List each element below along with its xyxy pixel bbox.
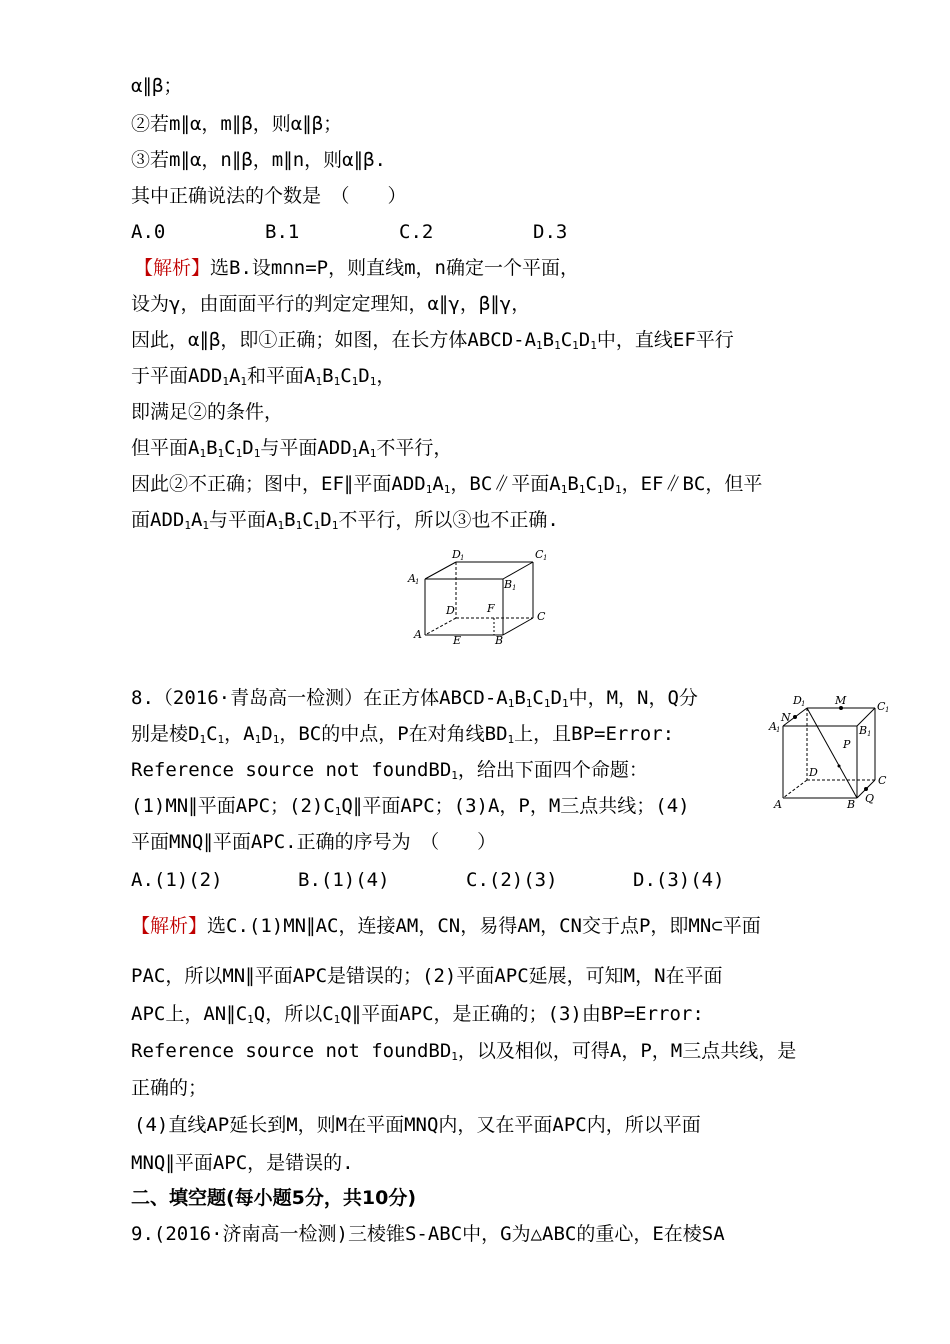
label-p: P [843, 738, 851, 751]
solution-text: 选B.设m∩n=P，则直线m，n确定一个平面， [210, 257, 579, 279]
q8-solution-line-4: Reference source not foundBD$_1$，以及相似，可得A，P，M三点共线，是 [131, 1040, 797, 1063]
svg-text:1: 1 [512, 584, 517, 592]
q7-continuation: α∥β； [131, 75, 183, 97]
label-a: A [414, 628, 422, 641]
q8-option-b: B.(1)(4) [298, 869, 390, 891]
label-f: F [487, 602, 495, 615]
q7-option-c: C.2 [399, 221, 434, 243]
q8-solution-line-6: (4)直线AP延长到M，则M在平面MNQ内，又在平面APC内，所以平面 [134, 1114, 701, 1136]
cube-figure [765, 690, 895, 816]
q7-option-d: D.3 [533, 221, 568, 243]
section-title: 二、填空题(每小题5分，共10分) [131, 1187, 417, 1209]
svg-text:1: 1 [415, 578, 420, 586]
label-b: B [495, 634, 504, 647]
q8-option-d: D.(3)(4) [633, 869, 725, 891]
q7-item-2: ②若m∥α，m∥β，则α∥β； [131, 113, 343, 135]
label-q: Q [865, 792, 875, 805]
label-c: C [878, 774, 887, 787]
solution-tag: 【解析】 [134, 257, 211, 279]
solution-tag: 【解析】 [131, 915, 208, 937]
svg-text:1: 1 [460, 554, 465, 562]
label-c: C [537, 610, 546, 623]
label-c1: C [535, 548, 544, 561]
solution-text: 选C.(1)MN∥AC，连接AM，CN，易得AM，CN交于点P，即MN⊂平面 [207, 915, 761, 937]
q7-solution-line-1 [134, 256, 579, 280]
label-n: N [781, 711, 791, 724]
q7-solution-line-8: 面$ADD_1A_1$与平面$A_1B_1C_1D_1$不平行，所以③也不正确. [131, 509, 559, 532]
q8-line-4: (1)MN∥平面APC；$(2)C_1Q\parallel$平面APC；(3)A，P，M三点共线；(4) [131, 795, 690, 818]
q8-line-2: 别是棱$D_1C_1$，$A_1D_1$，BC的中点，P在对角线$BD_1$上，且BP=Error: [131, 723, 675, 746]
q7-solution-line-7: 因此②不正确；图中，EF∥平面$ADD_1A_1$，BC∥平面$A_1B_1C_1D_1$，EF∥BC，但平 [131, 473, 763, 496]
q8-line-5: 平面MNQ∥平面APC.正确的序号为 （ ） [131, 831, 497, 853]
q8-solution-line-7: MNQ∥平面APC，是错误的. [131, 1152, 354, 1174]
label-b: B [847, 798, 856, 811]
cuboid-figure [400, 544, 560, 650]
label-m: M [835, 694, 847, 707]
q7-solution-line-5: 即满足②的条件， [131, 401, 284, 423]
q7-solution-line-4: 于平面$ADD_1A_1$和平面$A_1B_1C_1D_1$， [131, 365, 396, 388]
q8-solution-line-2: PAC，所以MN∥平面APC是错误的；(2)平面APC延展，可知M，N在平面 [131, 965, 723, 987]
q7-solution-line-3: 因此，α∥β，即①正确；如图，在长方体ABCD-$A_1B_1C_1D_1$中，直线EF平行 [131, 329, 734, 352]
label-d: D [809, 766, 818, 779]
q8-solution-line-3: APC上，$AN\parallel C_1Q$，所以$C_1Q\parallel$平面APC，是正确的；(3)由BP=Error: [131, 1003, 704, 1026]
q7-stem: 其中正确说法的个数是 （ ） [131, 185, 407, 207]
q7-solution-line-2: 设为γ，由面面平行的判定定理知，α∥γ，β∥γ， [131, 293, 531, 315]
label-b1: B [504, 578, 513, 591]
svg-text:1: 1 [885, 706, 890, 714]
q8-line-1: 8.（2016·青岛高一检测）在正方体ABCD-$A_1B_1C_1D_1$中，M，N，Q分 [131, 687, 698, 710]
label-c1: C [877, 700, 886, 713]
label-a1: A [408, 572, 416, 585]
q7-option-a: A.0 [131, 221, 166, 243]
q8-solution-line-5: 正确的； [131, 1077, 208, 1099]
svg-text:1: 1 [867, 730, 872, 738]
label-d: D [446, 604, 455, 617]
label-a1: A [769, 720, 777, 733]
label-b1: B [859, 724, 868, 737]
q8-option-a: A.(1)(2) [131, 869, 223, 891]
label-d1: D [452, 548, 461, 561]
q7-item-3: ③若m∥α，n∥β，m∥n，则α∥β. [131, 149, 386, 171]
q7-option-b: B.1 [265, 221, 300, 243]
q8-option-c: C.(2)(3) [466, 869, 558, 891]
q7-solution-line-6: 但平面$A_1B_1C_1D_1$与平面$ADD_1A_1$不平行， [131, 437, 453, 460]
svg-text:1: 1 [776, 726, 781, 734]
q8-solution-line-1 [131, 914, 761, 938]
label-d1: D [793, 694, 802, 707]
label-e: E [453, 634, 462, 647]
svg-text:1: 1 [801, 700, 806, 708]
label-a: A [774, 798, 782, 811]
q9-line-1: 9.(2016·济南高一检测)三棱锥S-ABC中，G为△ABC的重心，E在棱SA [131, 1223, 725, 1245]
q8-line-3: Reference source not foundBD$_1$，给出下面四个命题： [131, 759, 648, 782]
svg-text:1: 1 [543, 554, 548, 562]
